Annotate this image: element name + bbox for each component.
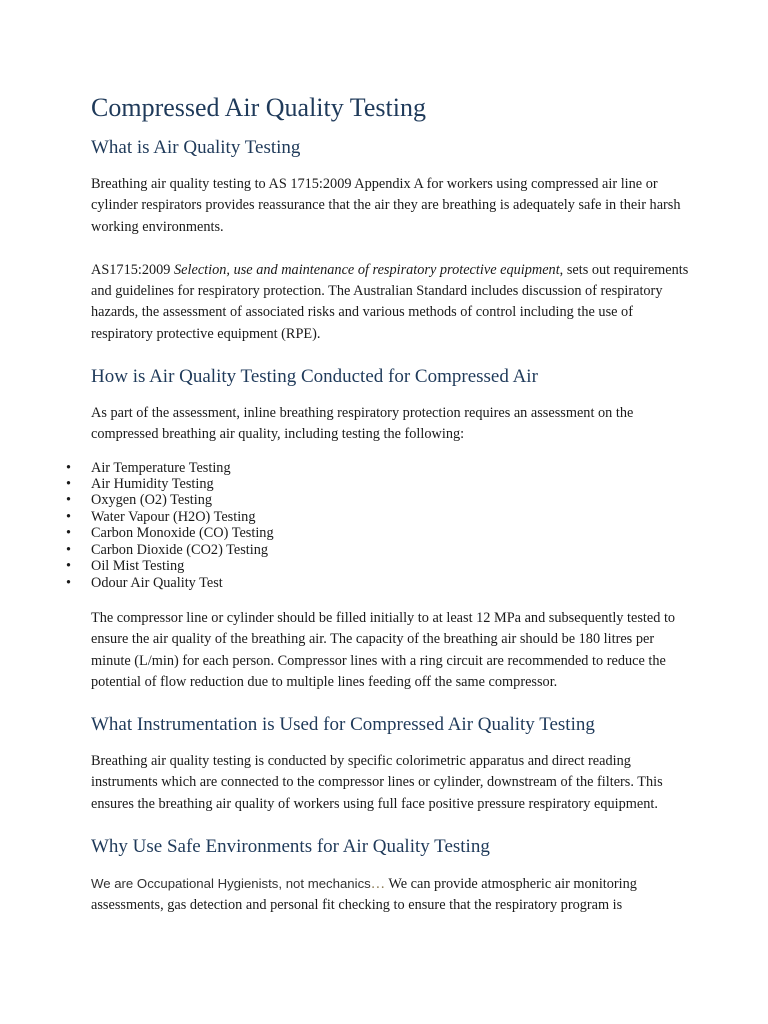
list-item xyxy=(66,525,691,541)
bullet-icon: • xyxy=(66,541,72,558)
list-item xyxy=(66,575,691,591)
paragraph-assessment: As part of the assessment, inline breathing respiratory protection requires an assessment on the compressed breathing air quality, including testing the following: xyxy=(91,405,634,443)
list-item-label: Odour Air Quality Test xyxy=(91,574,223,591)
bullet-icon: • xyxy=(66,459,72,476)
list-item-label: Water Vapour (H2O) Testing xyxy=(91,508,256,525)
list-item xyxy=(66,460,691,476)
list-item-label: Oxygen (O2) Testing xyxy=(91,492,213,509)
list-item-label: Oil Mist Testing xyxy=(91,558,185,575)
why-ellipsis: … xyxy=(370,876,386,892)
bullet-icon: • xyxy=(66,558,72,575)
bullet-icon: • xyxy=(66,525,72,542)
heading-what-is-air-quality-testing: What is Air Quality Testing xyxy=(91,137,301,158)
bullet-icon: • xyxy=(66,492,72,509)
heading-instrumentation: What Instrumentation is Used for Compressed Air Quality Testing xyxy=(91,714,595,736)
list-item-label: Carbon Dioxide (CO2) Testing xyxy=(91,541,269,558)
document-title: Compressed Air Quality Testing xyxy=(91,93,426,122)
bullet-icon: • xyxy=(66,476,72,493)
list-item xyxy=(66,476,691,492)
list-item xyxy=(66,542,691,558)
why-body: We can provide atmospheric air monitoring assessments, gas detection and personal fit checking to ensure that the respiratory program is xyxy=(91,876,637,914)
paragraph-intro: Breathing air quality testing to AS 1715:2009 Appendix A for workers using compressed air line or cylinder respirators provides reassurance that the air they are breathing is adequately safe in their harsh working environments. xyxy=(91,176,681,235)
heading-why-safe-environments: Why Use Safe Environments for Air Quality Testing xyxy=(91,836,490,857)
list-item xyxy=(66,492,691,508)
paragraph-why xyxy=(91,873,691,917)
list-item xyxy=(66,509,691,525)
list-item-label: Air Temperature Testing xyxy=(91,459,231,476)
bullet-icon: • xyxy=(66,508,72,525)
standard-title: Selection, use and maintenance of respiratory protective equipment xyxy=(174,261,560,278)
paragraph-instrumentation: Breathing air quality testing is conducted by specific colorimetric apparatus and direct reading instruments which are connected to the compressor lines or cylinder, downstream of the filters. This ensures the breathing air quality of workers using full face positive pressure respiratory equipment. xyxy=(91,753,663,812)
standard-description: , sets out requirements and guidelines for respiratory protection. The Australian Standard includes discussion of respiratory hazards, the assessment of associated risks and various methods of control including the use of respiratory protective equipment (RPE). xyxy=(91,261,689,342)
list-item xyxy=(66,558,691,574)
list-item-label: Carbon Monoxide (CO) Testing xyxy=(91,525,274,542)
paragraph-pressure-capacity: The compressor line or cylinder should be filled initially to at least 12 MPa and subsequently tested to ensure the air quality of the breathing air. The capacity of the breathing air should be 180 litres per minute (L/min) for each person. Compressor lines with a ring circuit are recommended to reduce the potential of flow reduction due to multiple lines feeding off the same compressor. xyxy=(91,609,676,690)
heading-how-is-testing-conducted: How is Air Quality Testing Conducted for Compressed Air xyxy=(91,366,538,388)
document-page xyxy=(66,92,691,917)
standard-code: AS1715:2009 xyxy=(91,261,175,278)
list-item-label: Air Humidity Testing xyxy=(91,476,214,493)
test-list xyxy=(66,460,691,591)
paragraph-standard xyxy=(91,260,691,345)
why-lead: We are Occupational Hygienists, not mechanics xyxy=(91,876,371,891)
bullet-icon: • xyxy=(66,574,72,591)
